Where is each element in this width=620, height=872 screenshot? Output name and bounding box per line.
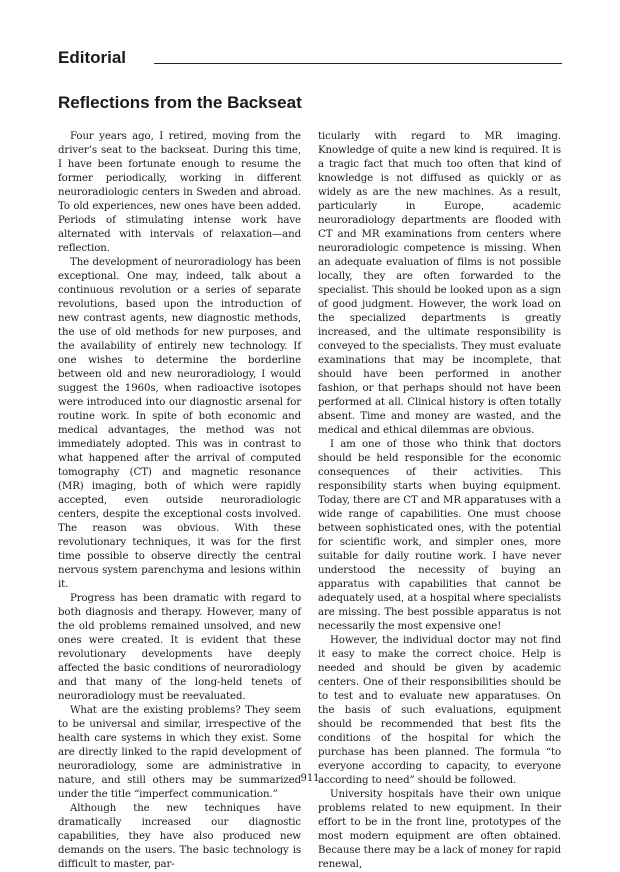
page-number: 911 bbox=[300, 773, 320, 784]
paragraph: What are the existing problems? They seem to be universal and similar, irrespective of the health care systems in which they exist. Some are directly linked to the rapid development of neuroradiology, some are administrative in nature, and still others may be summarized under the title “imperfect communication.” bbox=[58, 705, 301, 800]
paragraph: Progress has been dramatic with regard to both diagnosis and therapy. However, many of the old problems remained unsolved, and new ones were created. It is evident that these revolutionary developments have deeply affected the basic conditions of neuroradiology and that many of the long-held tenets of neuroradiology must be reevaluated. bbox=[58, 593, 301, 702]
section-rule bbox=[154, 63, 562, 64]
section-header bbox=[58, 48, 562, 70]
paragraph: Although the new techniques have dramatically increased our diagnostic capabilities, they have also produced new demands on the users. The basic technology is difficult to master, par- bbox=[58, 803, 301, 870]
paragraph: I am one of those who think that doctors should be held responsible for the economic consequences of their activities. This responsibility starts when buying equipment. Today, there are CT and MR apparatuses with a wide range of capabilities. One must choose between sophisticated ones, with the potential for scientific work, and simpler ones, more suitable for daily routine work. I have never understood the necessity of buying an apparatus with capabilities that cannot be adequately used, at a hospital where specialists are missing. The best possible apparatus is not necessarily the most expensive one! bbox=[318, 439, 561, 632]
right-column bbox=[318, 130, 561, 872]
paragraph: University hospitals have their own unique problems related to new equipment. In their effort to be in the front line, prototypes of the most modern equipment are often obtained. Because there may be a lack of money for rapid renewal, bbox=[318, 789, 561, 870]
paragraph: The development of neuroradiology has been exceptional. One may, indeed, talk about a continuous revolution or a series of separate revolutions, based upon the introduction of new contrast agents, new diagnostic methods, the use of old methods for new purposes, and the availability of entirely new technology. If one wishes to determine the borderline between old and new neuroradiology, I would suggest the 1960s, when radioactive isotopes were introduced into our diagnostic arsenal for routine work. In spite of both economic and medical advantages, the method was not immediately adopted. This was in contrast to what happened after the arrival of computed tomography (CT) and magnetic resonance (MR) imaging, both of which were rapidly accepted, even outside neuroradiologic centers, despite the exceptional costs involved. The reason was obvious. With these revolutionary techniques, it was for the first time possible to observe directly the central nervous system parenchyma and lesions within it. bbox=[58, 257, 301, 590]
paragraph: Four years ago, I retired, moving from the driver’s seat to the backseat. During this time, I have been fortunate enough to resume the former periodically, working in different neuroradiologic centers in Sweden and abroad. To old experiences, new ones have been added. Periods of stimulating intense work have alternated with intervals of relaxation—and reflection. bbox=[58, 131, 301, 254]
article-title: Reflections from the Backseat bbox=[58, 93, 302, 112]
paragraph: However, the individual doctor may not find it easy to make the correct choice. Help is needed and should be given by academic centers. One of their responsibilities should be to test and to evaluate new apparatuses. On the basis of such evaluations, equipment should be recommended that best fits the conditions of the hospital for which the purchase has been planned. The formula “to everyone according to capacity, to everyone according to need” should be followed. bbox=[318, 635, 561, 786]
paragraph-continued: ticularly with regard to MR imaging. Knowledge of quite a new kind is required. It is a tragic fact that much too often that kind of knowledge is not diffused as quickly or as widely as are the new machines. As a result, particularly in Europe, academic neuroradiology departments are flooded with CT and MR examinations from centers where neuroradiologic competence is missing. When an adequate evaluation of films is not possible locally, they are often forwarded to the specialist. This should be looked upon as a sign of good judgment. However, the work load on the specialized departments is greatly increased, and the ultimate responsibility is conveyed to the specialists. They must evaluate examinations that may be incomplete, that should have been performed in another fashion, or that perhaps should not have been performed at all. Clinical history is often totally absent. Time and money are wasted, and the medical and ethical dilemmas are obvious. bbox=[318, 131, 561, 436]
left-column bbox=[58, 130, 301, 872]
section-label: Editorial bbox=[58, 48, 127, 67]
